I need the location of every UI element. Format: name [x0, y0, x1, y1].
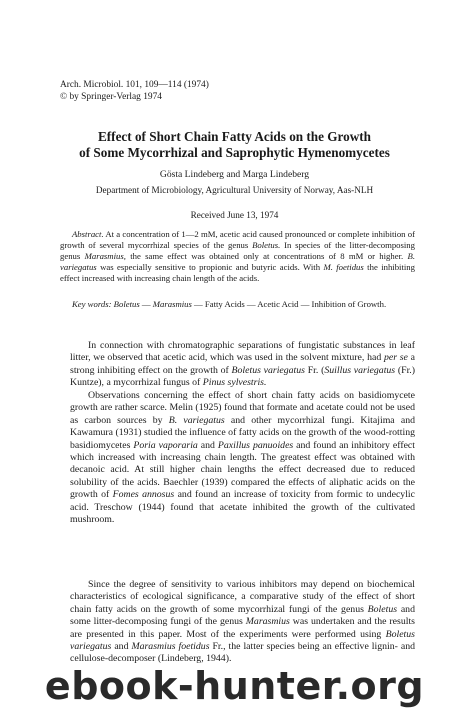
- p2-t4: and found an inhibitory effect which increased with increasing chain length. The greatest effect was obtained with decanoic acid. At still higher chain lengths the effect decreased due to reduced solubility of the acids. Baechler (1939) compared the effects of aliphatic acids on the growth of: [70, 439, 416, 501]
- p1-t1: In connection with chromatographic separations of fungistatic substances in leaf litter, we observed that acetic acid, which was used in the solvent mixture, had: [70, 340, 415, 364]
- abstract-text-5: the inhibiting effect increased with increasing chain length of the acids.: [60, 262, 415, 283]
- p2-t5: and found an increase of toxicity from formic to undecylic acid. Treschow (1944) found that acetate inhibited the growth of the cultivated mushroom.: [70, 489, 415, 526]
- abstract-text-4: was especially sensitive to propionic and butyric acids. With: [96, 262, 324, 272]
- title-line-1: Effect of Short Chain Fatty Acids on the Growth: [97, 129, 372, 144]
- abstract-genus-1: Boletus.: [252, 240, 281, 250]
- abstract: [60, 229, 415, 284]
- abstract-species-2: M. foetidus: [323, 262, 364, 272]
- p1-t3: Fr. (: [305, 364, 325, 376]
- abstract-text-3: the same effect was obtained only at concentrations of 8 mM or higher.: [125, 251, 408, 261]
- abstract-text-1: At a concentration of 1—2 mM, acetic acid caused pronounced or complete inhibition of growth of several mycorrhizal species of the genus: [60, 229, 415, 250]
- body-paragraph-2: [70, 390, 415, 526]
- abstract-label: Abstract.: [72, 229, 104, 239]
- p2-t2: and other mycorrhizal fungi. Kitajima and Kawamura (1931) studied the influence of fatty acids on the growth of the wood-rotting basidiomycetes: [70, 414, 415, 451]
- abstract-species-1: B. variegatus: [60, 251, 415, 272]
- paper-title: [40, 129, 429, 161]
- abstract-text-2: In species of the litter-decomposing genus: [60, 240, 415, 261]
- p2-t1: Observations concerning the effect of short chain fatty acids on basidiomycete growth are rather scarce. Melin (1925) found that formate and acetate could not be used as carbon sources by: [70, 390, 415, 426]
- abstract-genus-2: Marasmius,: [84, 251, 126, 261]
- p3-t1: Since the degree of sensitivity to various inhibitors may depend on biochemical characteristics of ecological significance, a comparative study of the effect of short chain fatty acids on the growth of some mycorrhizal fungi of the genus: [70, 579, 415, 615]
- p3-t4: and: [111, 641, 132, 653]
- copyright-line: © by Springer-Verlag 1974: [60, 91, 162, 102]
- affiliation: Department of Microbiology, Agricultural University of Norway, Aas-NLH: [95, 185, 374, 195]
- authors: Gösta Lindeberg and Marga Lindeberg: [159, 169, 310, 180]
- p3-t3: was undertaken and the results are presented in this paper. Most of the experiments were performed using: [70, 616, 415, 640]
- journal-reference: Arch. Microbiol. 101, 109—114 (1974): [60, 80, 209, 90]
- watermark: ebook-hunter.org: [44, 664, 425, 708]
- paragraph-2-text: [70, 390, 415, 526]
- p3-i3: Boletus variegatus: [70, 628, 415, 653]
- keyword-2: Marasmius: [152, 299, 192, 309]
- p3-i1: Boletus: [367, 603, 398, 615]
- p1-t2: a strong inhibiting effect on the growth of: [70, 352, 415, 376]
- paragraph-3-text: [70, 579, 415, 666]
- paragraph-1-text: [70, 340, 415, 390]
- p1-i2: Boletus variegatus: [231, 364, 305, 376]
- p1-i3: Suillus variegatus: [324, 364, 396, 376]
- p2-i2: Poria vaporaria: [133, 439, 198, 451]
- p3-i2: Marasmius: [245, 616, 290, 628]
- p3-t5: Fr., the latter species being an effective lignin- and cellulose-decomposer (Lindeberg, 1944).: [70, 641, 415, 665]
- p1-i1: per se: [383, 352, 408, 364]
- p2-i3: Paxillus panuoides: [217, 439, 294, 451]
- body-paragraph-3: [70, 579, 415, 666]
- p1-i4: Pinus sylvestris.: [202, 377, 267, 389]
- p2-i4: Fomes annosus: [112, 489, 175, 501]
- keyword-1: Boletus: [113, 299, 140, 309]
- keywords-label: Key words:: [72, 299, 112, 309]
- keywords: [60, 299, 415, 310]
- p2-t3: and: [197, 439, 218, 451]
- keywords-rest: — Fatty Acids — Acetic Acid — Inhibition of Growth.: [191, 299, 387, 309]
- p3-t2: and some litter-decomposing fungi of the genus: [70, 603, 415, 628]
- received-date: Received June 13, 1974: [190, 210, 279, 220]
- title-line-2: of Some Mycorrhizal and Saprophytic Hymenomycetes: [79, 145, 390, 160]
- abstract-text: [60, 229, 415, 284]
- journal-citation: [60, 80, 209, 103]
- keyword-separator: —: [139, 299, 153, 309]
- body-paragraph-1: [70, 340, 415, 390]
- keywords-text: [60, 299, 415, 310]
- p2-i1: B. variegatus: [168, 414, 225, 426]
- p1-t4: (Fr.) Kuntze), a mycorrhizal fungus of: [70, 364, 416, 389]
- p3-i4: Marasmius foetidus: [131, 641, 210, 653]
